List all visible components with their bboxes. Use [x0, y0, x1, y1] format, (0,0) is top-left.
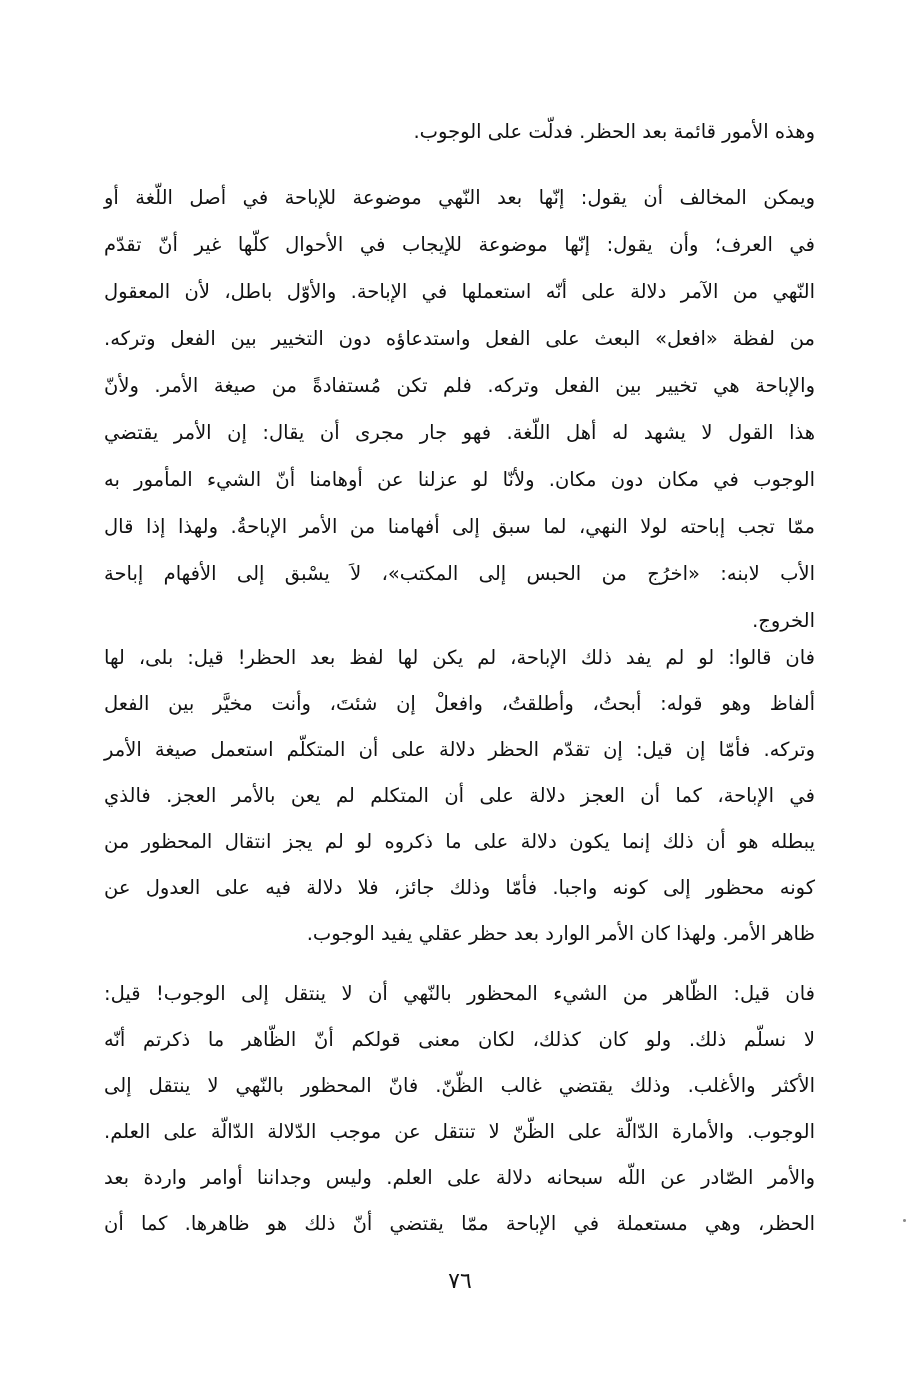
text-line: في الإباحة، كما أن العجز دلالة على أن المتكلم لم يعن بالأمر العجز. فالذي — [104, 784, 815, 807]
text-line: ألفاظ وهو قوله: أبحتُ، وأطلقتُ، وافعلْ إن شئتَ، وأنت مخيَّر بين الفعل — [104, 692, 815, 715]
text-line: الأكثر والأغلب. وذلك يقتضي غالب الظّنّ. فانّ المحظور بالنّهي لا ينتقل إلى — [104, 1074, 815, 1097]
text-line: في العرف؛ وأن يقول: إنّها موضوعة للإيجاب في الأحوال كلّها غير أنّ تقدّم — [104, 233, 815, 256]
text-line: لا نسلّم ذلك. ولو كان كذلك، لكان معنى قولكم أنّ الظّاهر ما ذكرتم أنّه — [104, 1028, 815, 1051]
text-line: الأب لابنه: «اخرُج من الحبس إلى المكتب»، لاَ يسْبق إلى الأفهام إباحة — [104, 562, 815, 585]
text-line: والإباحة هي تخيير بين الفعل وتركه. فلم تكن مُستفادةً من صيغة الأمر. ولأنّ — [104, 374, 815, 397]
text-line: يبطله هو أن ذلك إنما يكون دلالة على ما ذكروه لو لم يجز انتقال المحظور من — [104, 830, 815, 853]
text-line: فان قالوا: لو لم يفد ذلك الإباحة، لم يكن لها لفظ بعد الحظر! قيل: بلى، لها — [104, 646, 815, 669]
text-line: ويمكن المخالف أن يقول: إنّها بعد النّهي موضوعة للإباحة في أصل اللّغة أو — [104, 186, 815, 209]
text-line: كونه محظور إلى كونه واجبا. فأمّا وذلك جائز، فلا دلالة فيه على العدول عن — [104, 876, 815, 899]
text-line: النّهي من الآمر دلالة على أنّه استعملها في الإباحة. والأوّل باطل، لأن المعقول — [104, 280, 815, 303]
text-line: ممّا تجب إباحته لولا النهي، لما سبق إلى أفهامنا من الأمر الإباحةُ. ولهذا إذا قال — [104, 515, 815, 538]
text-line: من لفظة «افعل» البعث على الفعل واستدعاؤه دون التخيير بين الفعل وتركه. — [104, 327, 815, 350]
text-line: الخروج. — [752, 609, 815, 632]
text-line: الوجوب. والأمارة الدّالّة على الظّنّ لا تنتقل عن موجب الدّلالة الدّالّة على العلم. — [104, 1120, 815, 1143]
text-line: هذا القول لا يشهد له أهل اللّغة. فهو جار مجرى أن يقال: إن الأمر يقتضي — [104, 421, 815, 444]
text-line: ظاهر الأمر. ولهذا كان الأمر الوارد بعد حظر عقلي يفيد الوجوب. — [306, 922, 815, 945]
text-line: والأمر الصّادر عن اللّه سبحانه دلالة على العلم. وليس وجداننا أوامر واردة بعد — [104, 1166, 815, 1189]
text-line: فان قيل: الظّاهر من الشيء المحظور بالنّهي أن لا ينتقل إلى الوجوب! قيل: — [104, 982, 815, 1005]
page-number: ٧٦ — [448, 1269, 472, 1294]
text-line: وهذه الأمور قائمة بعد الحظر. فدلّت على الوجوب. — [413, 120, 815, 143]
text-line: الوجوب في مكان دون مكان. ولأنّا لو عزلنا عن أوهامنا أنّ الشيء المأمور به — [104, 468, 815, 491]
text-line: الحظر، وهي مستعملة في الإباحة ممّا يقتضي أنّ ذلك هو ظاهرها. كما أن — [104, 1212, 815, 1235]
scan-speck — [903, 1219, 906, 1222]
text-line: وتركه. فأمّا إن قيل: إن تقدّم الحظر دلالة على أن المتكلّم استعمل صيغة الأمر — [104, 738, 815, 761]
